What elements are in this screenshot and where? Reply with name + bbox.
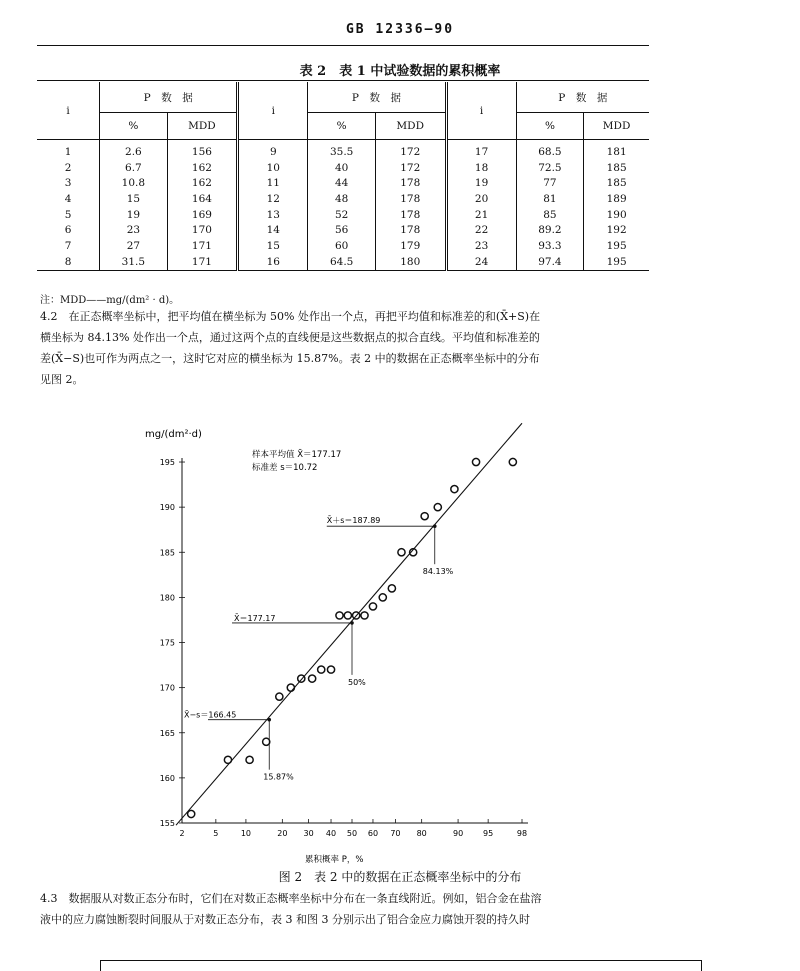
cell-i: 15: [238, 238, 308, 254]
cell-i: 13: [238, 207, 308, 223]
col-mdd-header: MDD: [584, 113, 649, 140]
table-row: [37, 160, 649, 176]
y-tick-label: 165: [159, 728, 175, 738]
col-mdd-header: MDD: [167, 113, 238, 140]
y-tick-label: 160: [159, 773, 175, 783]
cell-i: 5: [64, 208, 72, 221]
cell-mdd: 195: [584, 254, 649, 270]
data-point: [263, 738, 270, 745]
col-i-header: i: [446, 82, 516, 140]
data-point: [327, 666, 334, 673]
data-point: [379, 594, 386, 601]
cell-mdd: 192: [584, 222, 649, 238]
data-point: [344, 612, 351, 619]
cell-i: 3: [64, 177, 72, 190]
x-tick-label: 2: [179, 829, 185, 838]
x-tick-label: 90: [452, 829, 464, 838]
data-point: [398, 549, 405, 556]
col-p-header: P 数 据: [308, 82, 446, 113]
cell-pct: 2.6: [100, 140, 168, 160]
cell-i: 7: [64, 239, 72, 252]
cell-i: 6: [64, 224, 72, 237]
data-point: [224, 756, 231, 763]
cell-i: 23: [446, 238, 516, 254]
cell-pct: 52: [308, 207, 376, 223]
y-tick-label: 180: [159, 593, 175, 603]
marker-label: X̄＋s＝187.89: [326, 516, 381, 526]
paragraph-line: 见图 2。: [40, 373, 84, 386]
cell-mdd: 185: [584, 160, 649, 176]
cell-mdd: 178: [375, 207, 446, 223]
x-tick-label: 80: [416, 829, 427, 838]
cell-pct: 44: [308, 175, 376, 191]
col-pct-header: %: [100, 113, 168, 140]
data-point: [318, 666, 325, 673]
paragraph-line: 差(X̄−S)也可作为两点之一，这时它对应的横坐标为 15.87%。表 2 中的数据在正态概率坐标中的分布: [40, 352, 540, 365]
cell-i: 17: [446, 140, 516, 160]
x-tick-label: 10: [240, 829, 252, 838]
cell-mdd: 171: [167, 238, 238, 254]
col-i-header: i: [238, 82, 308, 140]
cell-i: 12: [238, 191, 308, 207]
cell-pct: 64.5: [308, 254, 376, 270]
cell-i: 14: [238, 222, 308, 238]
cell-mdd: 189: [584, 191, 649, 207]
data-point: [388, 585, 395, 592]
paragraph-4-3: [40, 888, 660, 930]
y-tick-label: 170: [159, 683, 175, 693]
table-row: [37, 140, 649, 160]
header-rule: [37, 45, 649, 46]
cell-pct: 68.5: [516, 140, 584, 160]
cell-pct: 97.4: [516, 254, 584, 270]
x-tick-label: 40: [325, 829, 337, 838]
cell-mdd: 185: [584, 175, 649, 191]
cell-mdd: 169: [167, 207, 238, 223]
cell-pct: 81: [516, 191, 584, 207]
cell-mdd: 156: [167, 140, 238, 160]
cell-i: 8: [37, 254, 100, 270]
stats-mean: 样本平均值 X̄＝177.17: [252, 450, 342, 460]
cell-i: 24: [446, 254, 516, 270]
y-axis-label: mg/(dm²·d): [145, 429, 202, 440]
cell-mdd: 164: [167, 191, 238, 207]
cell-i: 2: [64, 161, 72, 174]
data-point: [246, 756, 253, 763]
col-mdd-header: MDD: [375, 113, 446, 140]
cell-mdd: 179: [375, 238, 446, 254]
x-tick-label: 5: [213, 829, 219, 838]
data-point: [434, 504, 441, 511]
marker-label: X̄＝177.17: [234, 613, 276, 623]
col-i-header: i: [37, 82, 100, 140]
cell-pct: 56: [308, 222, 376, 238]
paragraph-line: 4.3 数据服从对数正态分布时，它们在对数正态概率坐标中分布在一条直线附近。例如，铝合金在盐溶: [40, 892, 542, 905]
table-row: [37, 175, 649, 191]
cell-pct: 10.8: [100, 175, 168, 191]
x-tick-label: 20: [277, 829, 288, 838]
standard-header: GB 12336—90: [345, 22, 455, 37]
x-tick-label: 70: [390, 829, 401, 838]
cell-i: 11: [238, 175, 308, 191]
data-point: [336, 612, 343, 619]
col-p-header: P 数 据: [100, 82, 238, 113]
data-point: [361, 612, 368, 619]
cell-i: 10: [238, 160, 308, 176]
marker-label: X̄−s＝166.45: [184, 710, 237, 720]
cell-i: 18: [446, 160, 516, 176]
col-pct-header: %: [308, 113, 376, 140]
cell-i: 21: [446, 207, 516, 223]
x-tick-label: 98: [516, 829, 528, 838]
cell-mdd: 180: [375, 254, 446, 270]
chart-axes: [160, 458, 528, 838]
data-point: [472, 458, 479, 465]
marker-pct: 50%: [348, 677, 366, 687]
x-tick-label: 95: [483, 829, 494, 838]
cell-mdd: 172: [375, 160, 446, 176]
cell-mdd: 162: [167, 175, 238, 191]
paragraph-line: 4.2 在正态概率坐标中，把平均值在横坐标为 50% 处作出一个点，再把平均值和标准差的和(X̄+S)在: [40, 310, 541, 323]
paragraph-line: 液中的应力腐蚀断裂时间服从于对数正态分布，表 3 和图 3 分别示出了铝合金应力腐蚀开裂的持久时: [40, 913, 530, 926]
data-point: [298, 675, 305, 682]
marker-pct: 84.13%: [422, 567, 454, 577]
cell-mdd: 171: [167, 254, 238, 270]
cumulative-probability-table: [37, 82, 649, 271]
cell-pct: 72.5: [516, 160, 584, 176]
cell-mdd: 178: [375, 175, 446, 191]
table-row: [37, 254, 649, 270]
cell-mdd: 181: [584, 140, 649, 160]
table-top-rule: [37, 80, 649, 81]
data-point: [188, 810, 195, 817]
cell-pct: 23: [100, 222, 168, 238]
cell-pct: 6.7: [100, 160, 168, 176]
table-row: [37, 207, 649, 223]
fit-line: [176, 423, 522, 825]
cell-pct: 27: [100, 238, 168, 254]
cell-pct: 35.5: [308, 140, 376, 160]
cell-i: 16: [238, 254, 308, 270]
cell-pct: 31.5: [100, 254, 168, 270]
cell-i: 22: [446, 222, 516, 238]
cell-pct: 60: [308, 238, 376, 254]
paragraph-line: 横坐标为 84.13% 处作出一个点，通过这两个点的直线便是这些数据点的拟合直线。平均值和标准差的: [40, 331, 540, 344]
y-tick-label: 190: [159, 503, 175, 513]
cell-pct: 85: [516, 207, 584, 223]
data-point: [276, 693, 283, 700]
data-point: [287, 684, 294, 691]
data-point: [309, 675, 316, 682]
data-point: [451, 485, 458, 492]
data-point: [369, 603, 376, 610]
col-p-header: P 数 据: [516, 82, 649, 113]
table-row: [37, 222, 649, 238]
cell-mdd: 178: [375, 191, 446, 207]
cell-mdd: 172: [375, 140, 446, 160]
col-pct-header: %: [516, 113, 584, 140]
x-axis-label: 累积概率 P，%: [305, 855, 364, 865]
cell-i: 9: [238, 140, 308, 160]
cell-i: 4: [64, 192, 72, 205]
cell-i: 20: [446, 191, 516, 207]
marker-pct: 15.87%: [263, 772, 294, 782]
reference-markers: [184, 515, 454, 782]
cell-mdd: 162: [167, 160, 238, 176]
cell-mdd: 178: [375, 222, 446, 238]
cell-i: 1: [64, 145, 72, 158]
data-point: [509, 458, 516, 465]
table-title: 表 2 表 1 中试验数据的累积概率: [299, 64, 501, 79]
y-tick-label: 175: [159, 638, 175, 648]
table-row: [37, 238, 649, 254]
table-row: [37, 191, 649, 207]
cell-i: 19: [446, 175, 516, 191]
cell-mdd: 170: [167, 222, 238, 238]
cell-pct: 93.3: [516, 238, 584, 254]
y-tick-label: 185: [159, 548, 175, 558]
cell-pct: 40: [308, 160, 376, 176]
figure-caption: 图 2 表 2 中的数据在正态概率坐标中的分布: [278, 870, 522, 884]
cell-mdd: 195: [584, 238, 649, 254]
cell-pct: 15: [100, 191, 168, 207]
data-point: [421, 513, 428, 520]
fit-line-group: [176, 423, 522, 825]
cell-pct: 77: [516, 175, 584, 191]
cell-mdd: 190: [584, 207, 649, 223]
cell-pct: 19: [100, 207, 168, 223]
x-tick-label: 50: [346, 829, 358, 838]
y-tick-label: 155: [159, 819, 175, 828]
normal-probability-chart: [0, 415, 800, 865]
x-tick-label: 30: [303, 829, 314, 838]
cell-pct: 48: [308, 191, 376, 207]
y-tick-label: 195: [159, 458, 175, 468]
table-note: 注：MDD——mg/(dm² · d)。: [40, 295, 180, 306]
stats-sd: 标准差 s＝10.72: [252, 463, 318, 473]
x-tick-label: 60: [367, 829, 379, 838]
paragraph-4-2: [40, 306, 660, 390]
cell-pct: 89.2: [516, 222, 584, 238]
